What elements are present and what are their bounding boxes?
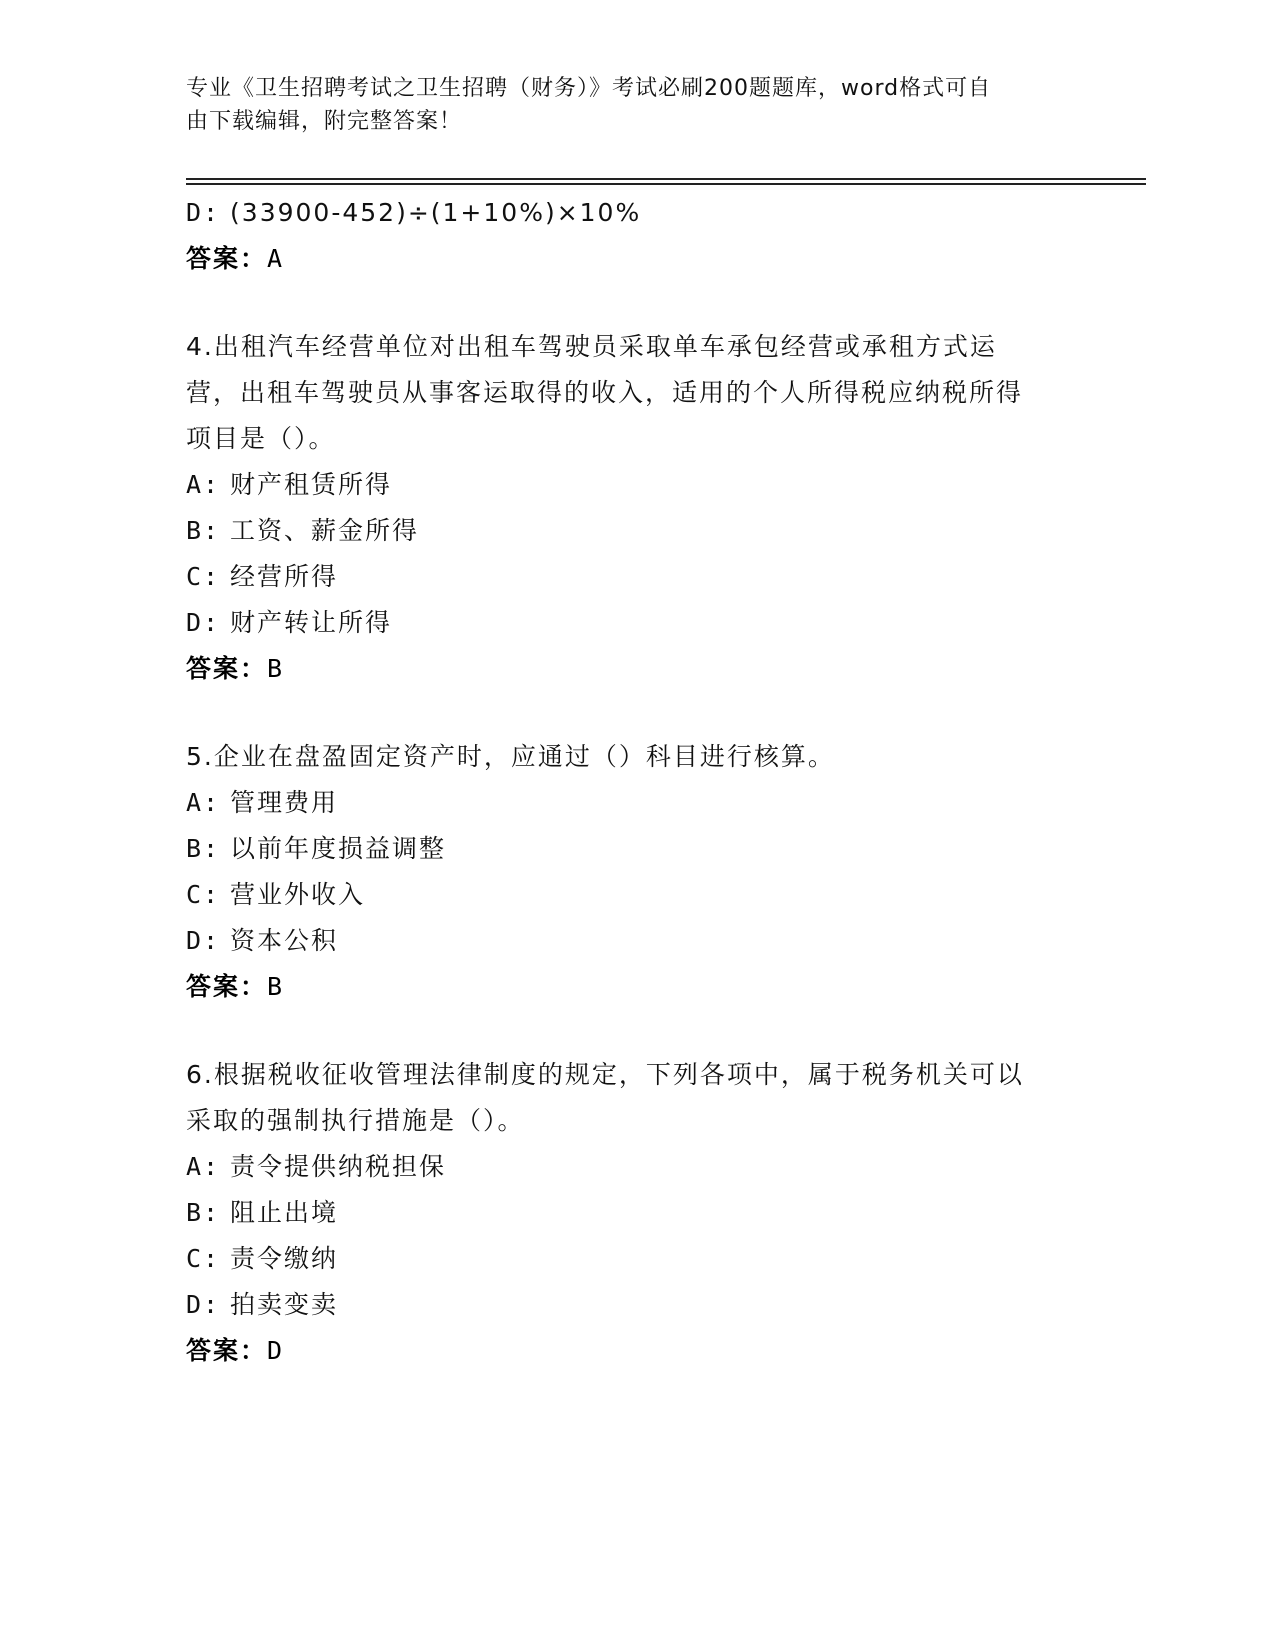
header-line-1: 专业《卫生招聘考试之卫生招聘（财务）》考试必刷200题题库，word格式可自	[186, 76, 992, 101]
question-list	[186, 190, 1066, 1374]
header-line-2: 由下载编辑，附完整答案！	[186, 109, 463, 134]
header-divider-bottom	[186, 183, 1146, 185]
option-text: 营业外收入	[220, 880, 366, 909]
option-label: D:	[186, 198, 221, 227]
option-d	[186, 1282, 1066, 1328]
option-label: D:	[186, 608, 221, 637]
option-text: 责令提供纳税担保	[220, 1152, 447, 1181]
question-5	[186, 734, 1066, 1010]
option-label: C:	[186, 880, 221, 909]
option-a	[186, 1144, 1066, 1190]
option-text: (33900-452)÷(1+10%)×10%	[220, 198, 642, 227]
question-4	[186, 324, 1066, 692]
answer-label: 答案：	[186, 244, 268, 273]
option-b	[186, 826, 1066, 872]
option-b	[186, 508, 1066, 554]
option-label: B:	[186, 516, 221, 545]
option-b	[186, 1190, 1066, 1236]
option-label: D:	[186, 1290, 221, 1319]
answer-value: A	[267, 244, 285, 273]
question-stem: 4.出租汽车经营单位对出租车驾驶员采取单车承包经营或承租方式运营，出租车驾驶员从事客运取得的收入，适用的个人所得税应纳税所得项目是（）。	[186, 332, 1024, 453]
option-label: D:	[186, 926, 221, 955]
answer-line	[186, 964, 1066, 1010]
option-d-carryover	[186, 190, 1066, 236]
option-d	[186, 918, 1066, 964]
option-label: A:	[186, 1152, 221, 1181]
option-c	[186, 872, 1066, 918]
option-text: 经营所得	[220, 562, 339, 591]
option-text: 财产转让所得	[220, 608, 393, 637]
option-text: 工资、薪金所得	[220, 516, 420, 545]
option-text: 阻止出境	[220, 1198, 339, 1227]
question-stem: 6.根据税收征收管理法律制度的规定，下列各项中，属于税务机关可以采取的强制执行措施是（）。	[186, 1060, 1024, 1135]
document-header	[186, 72, 1066, 138]
option-label: A:	[186, 788, 221, 817]
option-text: 责令缴纳	[220, 1244, 339, 1273]
answer-line	[186, 1328, 1066, 1374]
option-d	[186, 600, 1066, 646]
option-text: 管理费用	[220, 788, 339, 817]
answer-label: 答案：	[186, 1336, 268, 1365]
answer-line-carryover	[186, 236, 1066, 282]
answer-label: 答案：	[186, 972, 268, 1001]
option-a	[186, 780, 1066, 826]
option-label: A:	[186, 470, 221, 499]
answer-label: 答案：	[186, 654, 268, 683]
answer-line	[186, 646, 1066, 692]
question-6	[186, 1052, 1066, 1374]
option-text: 拍卖变卖	[220, 1290, 339, 1319]
option-label: B:	[186, 1198, 221, 1227]
header-divider-top	[186, 178, 1146, 180]
option-label: B:	[186, 834, 221, 863]
answer-value: B	[267, 654, 285, 683]
answer-value: B	[267, 972, 285, 1001]
question-stem: 5.企业在盘盈固定资产时，应通过（）科目进行核算。	[186, 742, 835, 771]
option-a	[186, 462, 1066, 508]
option-text: 资本公积	[220, 926, 339, 955]
option-text: 以前年度损益调整	[220, 834, 447, 863]
option-c	[186, 554, 1066, 600]
option-c	[186, 1236, 1066, 1282]
answer-value: D	[267, 1336, 285, 1365]
option-label: C:	[186, 562, 221, 591]
option-text: 财产租赁所得	[220, 470, 393, 499]
option-label: C:	[186, 1244, 221, 1273]
